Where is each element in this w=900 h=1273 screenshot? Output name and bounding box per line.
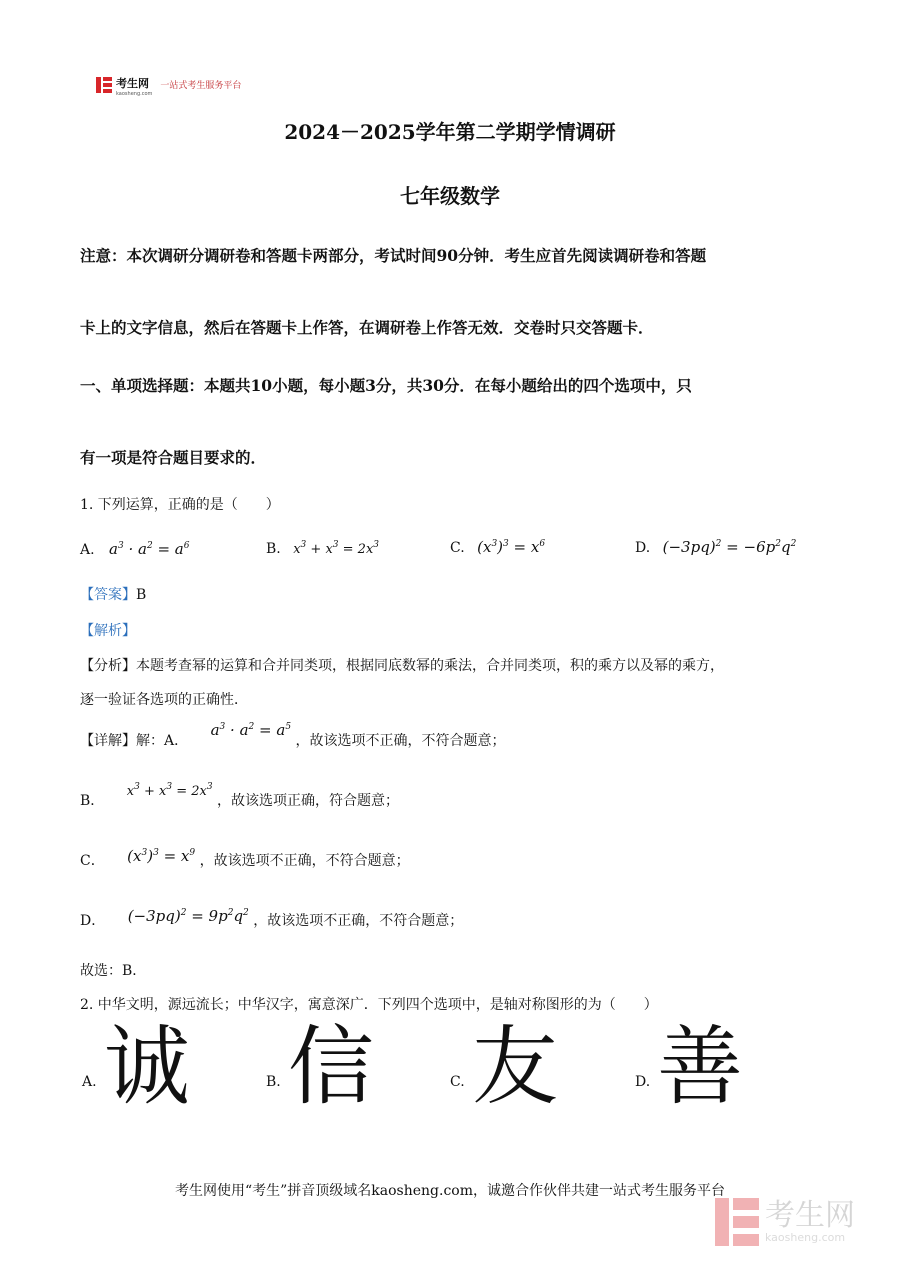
answer-tag: 【答案】 <box>80 587 136 603</box>
q2-stem: 2. 中华文明，源远流长；中华汉字，寓意深广．下列四个选项中，是轴对称图形的为（ ） <box>80 997 658 1013</box>
section-line-2: 有一项是符合题目要求的． <box>80 448 267 467</box>
logo-slogan: 一站式考生服务平台 <box>160 81 242 91</box>
notice-line-1: 注意：本次调研分调研卷和答题卡两部分，考试时间90分钟．考生应首先阅读调研卷和答题 <box>80 246 707 265</box>
q1-option-d-label: D. <box>635 540 651 556</box>
footer-text: 考生网使用“考生”拼音顶级域名kaosheng.com，诚邀合作伙伴共建一站式考生服务平台 <box>174 1183 726 1199</box>
watermark-logo-icon <box>715 1198 759 1246</box>
site-logo <box>96 72 241 97</box>
q1-conclusion: 故选：B． <box>80 963 147 979</box>
q1-option-d: D. $(-3pq)^2 = -6p^2q^2$ <box>635 538 797 556</box>
detail-c: C． $(x^3)^3 = x^9$ ，故该选项不正确，不符合题意； <box>80 847 410 869</box>
answer-value: B <box>136 587 147 603</box>
q1-option-a: A. $a^3 \cdot a^2 = a^6$ <box>80 540 190 558</box>
q2-char-b: 信 <box>288 1017 374 1117</box>
q1-option-c-label: C. <box>450 540 465 556</box>
q1-option-a-label: A. <box>80 542 95 558</box>
fenxi-line-1: 【分析】本题考查幂的运算和合并同类项，根据同底数幂的乘法，合并同类项，积的乘方以及幂的乘方， <box>80 658 724 674</box>
q2-options: A. 诚 B. 信 C. 友 D. 善 <box>82 1017 743 1117</box>
watermark <box>715 1198 855 1246</box>
logo-mark-icon <box>96 77 112 93</box>
notice-line-2: 卡上的文字信息，然后在答题卡上作答，在调研卷上作答无效．交卷时只交答题卡． <box>80 318 654 337</box>
page-title: 2024－2025学年第二学期学情调研 <box>284 120 616 144</box>
watermark-domain: kaosheng.com <box>765 1230 846 1244</box>
page-subtitle: 七年级数学 <box>400 184 500 208</box>
analysis-tag: 【解析】 <box>80 623 136 639</box>
q1-option-c: C. $(x^3)^3 = x^6$ <box>450 538 546 556</box>
detail-d: D． $(-3pq)^2 = 9p^2q^2$ ，故该选项不正确，不符合题意； <box>80 907 464 929</box>
q1-answer <box>80 584 146 604</box>
detail-a: 【详解】解：A． $a^3 \cdot a^2 = a^5$ ，故该选项不正确，不符合题意； <box>80 721 506 749</box>
q2-char-a: 诚 <box>104 1017 190 1117</box>
q1-option-b: B. $x^3 + x^3 = 2x^3$ <box>266 540 380 557</box>
detail-prefix: 【详解】解：A． <box>80 733 189 749</box>
watermark-name: 考生网 <box>765 1197 855 1233</box>
detail-b: B． $x^3 + x^3 = 2x^3$ ，故该选项正确，符合题意； <box>80 782 400 809</box>
q2-char-c: 友 <box>472 1017 558 1117</box>
q2-char-d: 善 <box>657 1017 743 1117</box>
logo-domain: kaosheng.com <box>116 91 153 97</box>
section-line-1: 一、单项选择题：本题共10小题，每小题3分，共30分．在每小题给出的四个选项中，只 <box>80 376 692 395</box>
q1-stem: 1. 下列运算，正确的是（ ） <box>80 497 280 513</box>
fenxi-line-2: 逐一验证各选项的正确性． <box>80 692 248 708</box>
q1-option-b-label: B. <box>266 541 281 557</box>
logo-name: 考生网 <box>116 77 149 90</box>
